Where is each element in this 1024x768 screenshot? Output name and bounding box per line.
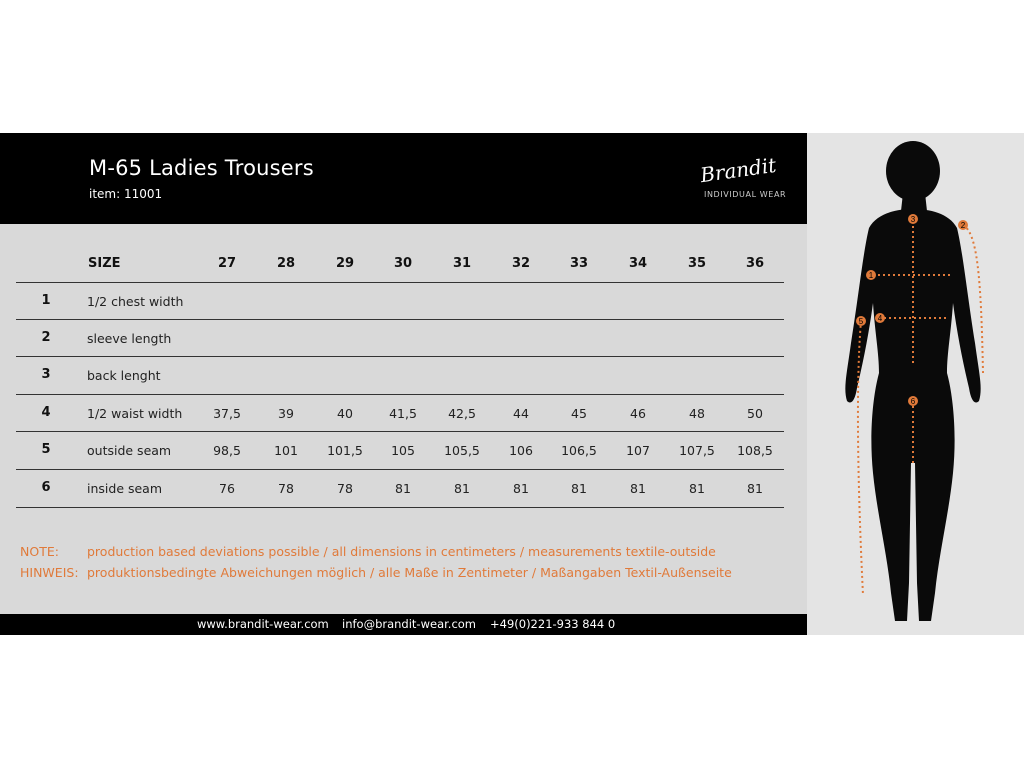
table-cell: 37,5 bbox=[213, 406, 241, 421]
row-label: 1/2 waist width bbox=[87, 406, 183, 421]
marker-6-label: 6 bbox=[910, 397, 916, 406]
table-cell: 105,5 bbox=[444, 443, 480, 458]
table-row bbox=[16, 394, 784, 432]
table-cell: 78 bbox=[337, 481, 353, 496]
size-header-row bbox=[0, 252, 807, 278]
table-cell: 98,5 bbox=[213, 443, 241, 458]
size-label: SIZE bbox=[88, 256, 121, 271]
marker-2-label: 2 bbox=[960, 221, 966, 230]
row-number: 6 bbox=[41, 480, 51, 495]
row-number: 3 bbox=[41, 367, 51, 382]
size-32: 32 bbox=[511, 256, 531, 271]
table-row bbox=[16, 282, 784, 320]
table-cell: 44 bbox=[513, 406, 529, 421]
page-title: M-65 Ladies Trousers bbox=[89, 156, 314, 180]
row-number: 5 bbox=[41, 442, 51, 457]
size-30: 30 bbox=[393, 256, 413, 271]
size-36: 36 bbox=[745, 256, 765, 271]
table-cell: 40 bbox=[337, 406, 353, 421]
table-cell: 81 bbox=[689, 481, 705, 496]
email-link[interactable]: info@brandit-wear.com bbox=[342, 617, 477, 631]
item-number: item: 11001 bbox=[89, 187, 163, 201]
hinweis-text: produktionsbedingte Abweichungen möglich / alle Maße in Zentimeter / Maßangaben Textil-Außenseite bbox=[87, 565, 732, 580]
table-cell: 107 bbox=[626, 443, 650, 458]
table-cell: 81 bbox=[513, 481, 529, 496]
marker-4-label: 4 bbox=[877, 314, 883, 323]
size-34: 34 bbox=[628, 256, 648, 271]
table-cell: 81 bbox=[630, 481, 646, 496]
table-cell: 81 bbox=[454, 481, 470, 496]
table-cell: 46 bbox=[630, 406, 646, 421]
row-label: back lenght bbox=[87, 368, 161, 383]
row-label: 1/2 chest width bbox=[87, 294, 184, 309]
table-cell: 76 bbox=[219, 481, 235, 496]
hinweis-label: HINWEIS: bbox=[20, 565, 79, 580]
table-cell: 39 bbox=[278, 406, 294, 421]
size-33: 33 bbox=[569, 256, 589, 271]
size-29: 29 bbox=[335, 256, 355, 271]
table-cell: 108,5 bbox=[737, 443, 773, 458]
size-28: 28 bbox=[276, 256, 296, 271]
row-label: outside seam bbox=[87, 443, 172, 458]
table-cell: 41,5 bbox=[389, 406, 417, 421]
table-cell: 48 bbox=[689, 406, 705, 421]
table-cell: 78 bbox=[278, 481, 294, 496]
table-cell: 101 bbox=[274, 443, 298, 458]
brand-tagline: INDIVIDUAL WEAR bbox=[704, 190, 787, 199]
footer-bar bbox=[0, 614, 807, 635]
marker-3-label: 3 bbox=[910, 215, 916, 224]
size-27: 27 bbox=[217, 256, 237, 271]
note-text: production based deviations possible / all dimensions in centimeters / measurements textile-outside bbox=[87, 544, 716, 559]
table-cell: 81 bbox=[395, 481, 411, 496]
table-cell: 81 bbox=[747, 481, 763, 496]
row-number: 2 bbox=[41, 330, 51, 345]
size-35: 35 bbox=[687, 256, 707, 271]
row-label: sleeve length bbox=[87, 331, 172, 346]
table-row bbox=[16, 356, 784, 394]
body-silhouette-figure bbox=[807, 133, 1024, 635]
marker-1-label: 1 bbox=[868, 271, 874, 280]
row-number: 4 bbox=[41, 405, 51, 420]
note-label: NOTE: bbox=[20, 544, 59, 559]
table-row bbox=[16, 319, 784, 357]
table-cell: 81 bbox=[571, 481, 587, 496]
table-cell: 50 bbox=[747, 406, 763, 421]
table-row bbox=[16, 469, 784, 508]
table-cell: 106 bbox=[509, 443, 533, 458]
table-cell: 106,5 bbox=[561, 443, 597, 458]
table-cell: 45 bbox=[571, 406, 587, 421]
row-number: 1 bbox=[41, 293, 51, 308]
table-cell: 42,5 bbox=[448, 406, 476, 421]
phone-number: +49(0)221-933 844 0 bbox=[490, 617, 616, 631]
row-label: inside seam bbox=[87, 481, 163, 496]
size-31: 31 bbox=[452, 256, 472, 271]
website-link[interactable]: www.brandit-wear.com bbox=[197, 617, 329, 631]
marker-5-label: 5 bbox=[858, 317, 864, 326]
table-cell: 107,5 bbox=[679, 443, 715, 458]
table-row bbox=[16, 431, 784, 469]
table-cell: 101,5 bbox=[327, 443, 363, 458]
table-cell: 105 bbox=[391, 443, 415, 458]
brand-logo: Brandit bbox=[698, 152, 778, 188]
